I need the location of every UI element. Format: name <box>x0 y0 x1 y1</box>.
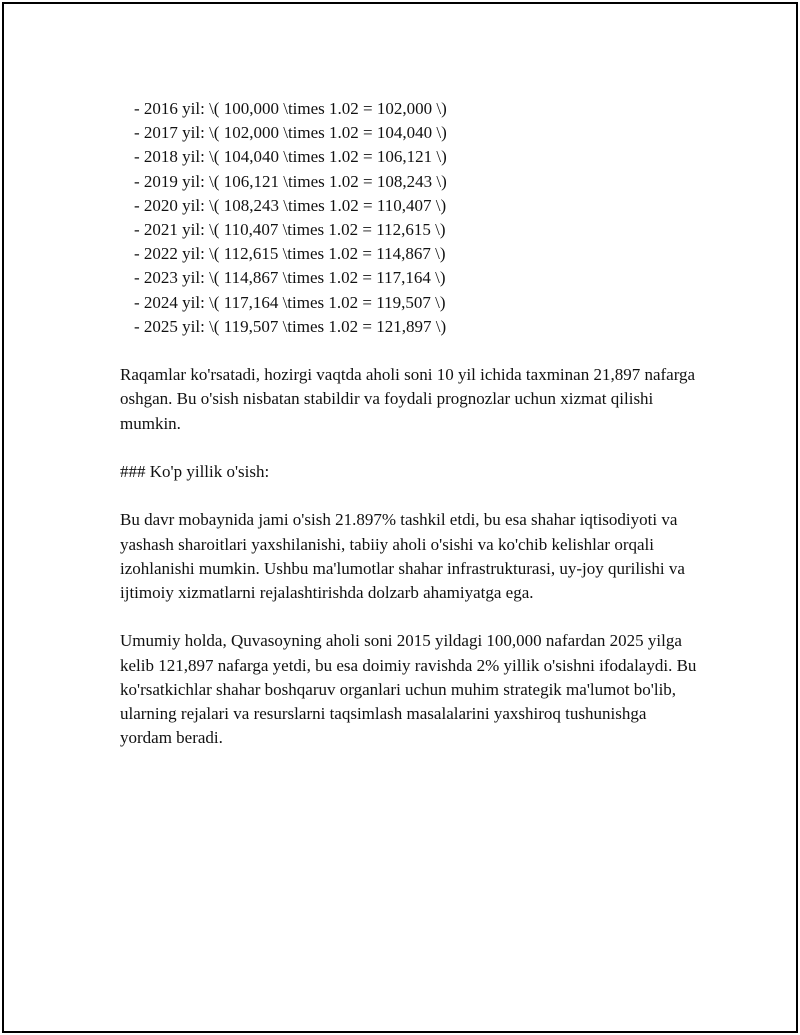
calculation-line-2016: - 2016 yil: \( 100,000 \times 1.02 = 102,000 \) <box>134 99 447 118</box>
spacer <box>120 605 700 629</box>
calculation-line-2019: - 2019 yil: \( 106,121 \times 1.02 = 108,243 \) <box>134 171 447 191</box>
page-frame <box>2 2 798 1033</box>
calculation-line-2017: - 2017 yil: \( 102,000 \times 1.02 = 104,040 \) <box>134 123 447 143</box>
calculation-line-2020: - 2020 yil: \( 108,243 \times 1.02 = 110,407 \) <box>134 195 447 215</box>
summary-paragraph: Raqamlar ko'rsatadi, hozirgi vaqtda aholi soni 10 yil ichida taxminan 21,897 nafarga oshgan. Bu o'sish nisbatan stabildir va foydali prognozlar uchun xizmat qilishi mumkin. <box>120 365 696 433</box>
spacer <box>120 339 700 363</box>
calculation-line-2021: - 2021 yil: \( 110,407 \times 1.02 = 112,615 \) <box>134 220 446 240</box>
calculation-line-2023: - 2023 yil: \( 114,867 \times 1.02 = 117,164 \) <box>134 268 446 288</box>
section-heading: ### Ko'p yillik o'sish: <box>120 462 270 482</box>
calculation-line-2022: - 2022 yil: \( 112,615 \times 1.02 = 114,867 \) <box>134 244 446 264</box>
calculation-line-2018: - 2018 yil: \( 104,040 \times 1.02 = 106,121 \) <box>134 147 447 167</box>
spacer <box>120 436 700 460</box>
document-body <box>120 97 700 750</box>
yearly-calculation-list <box>120 97 700 339</box>
growth-paragraph: Bu davr mobaynida jami o'sish 21.897% tashkil etdi, bu esa shahar iqtisodiyoti va yashash sharoitlari yaxshilanishi, tabiiy aholi o'sishi va ko'chib kelishlar orqali izohlanishi mumkin. Ushbu ma'lumotlar shahar infrastrukturasi, uy-joy qurilishi va ijtimoiy xizmatlarni rejalashtirishda dolzarb ahamiyatga ega. <box>120 510 685 603</box>
calculation-line-2024: - 2024 yil: \( 117,164 \times 1.02 = 119,507 \) <box>134 292 446 312</box>
spacer <box>120 484 700 508</box>
calculation-line-2025: - 2025 yil: \( 119,507 \times 1.02 = 121,897 \) <box>134 316 447 336</box>
conclusion-paragraph: Umumiy holda, Quvasoyning aholi soni 2015 yildagi 100,000 nafardan 2025 yilga kelib 121,897 nafarga yetdi, bu esa doimiy ravishda 2% yillik o'sishni ifodalaydi. Bu ko'rsatkichlar shahar boshqaruv organlari uchun muhim strategik ma'lumot bo'lib, ularning rejalari va resurslarni taqsimlash masalalarini yaxshiroq tushunishga yordam beradi. <box>120 631 697 748</box>
